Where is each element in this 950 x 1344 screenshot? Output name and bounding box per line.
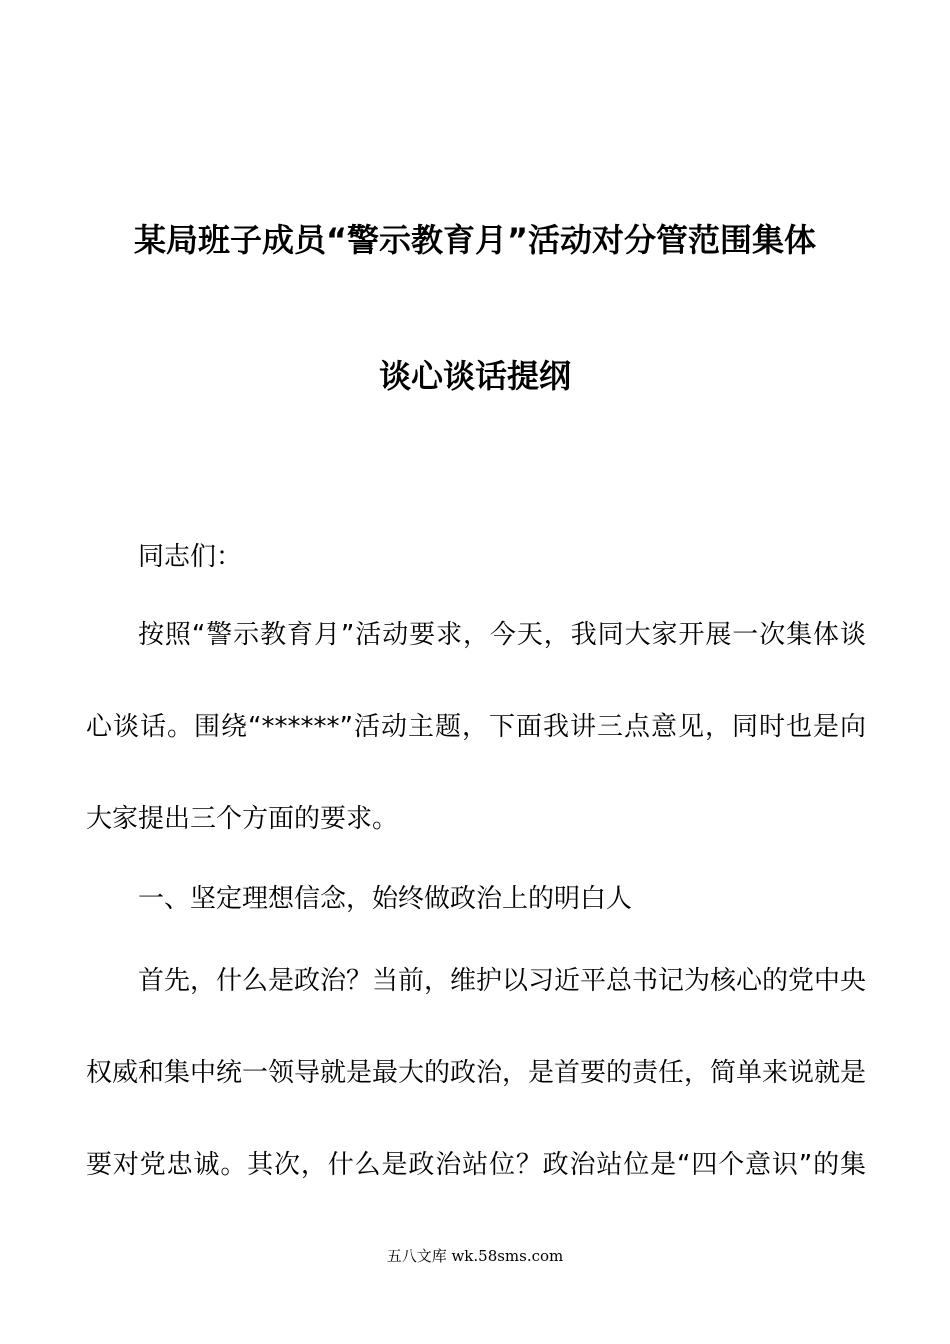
- document-title-line-1: 某局班子成员“警示教育月”活动对分管范围集体: [133, 221, 817, 259]
- salutation: 同志们：: [138, 542, 243, 572]
- paragraph-line: 大家提出三个方面的要求。: [86, 804, 399, 834]
- paragraph-line: 首先，什么是政治？当前，维护以习近平总书记为核心的党中央: [138, 966, 866, 996]
- paragraph-line: 要对党忠诚。其次，什么是政治站位？政治站位是“四个意识”的集: [86, 1150, 866, 1180]
- paragraph-line: 权威和集中统一领导就是最大的政治，是首要的责任，简单来说就是: [86, 1058, 866, 1088]
- paragraph-line: 心谈话。围绕“******”活动主题，下面我讲三点意见，同时也是向: [86, 712, 866, 742]
- section-heading: 一、坚定理想信念，始终做政治上的明白人: [138, 884, 633, 914]
- footer-watermark: 五八文库 wk.58sms.com: [386, 1247, 564, 1265]
- document-title-line-2: 谈心谈话提纲: [378, 357, 571, 395]
- paragraph-line: 按照“警示教育月”活动要求，今天，我同大家开展一次集体谈: [138, 620, 866, 650]
